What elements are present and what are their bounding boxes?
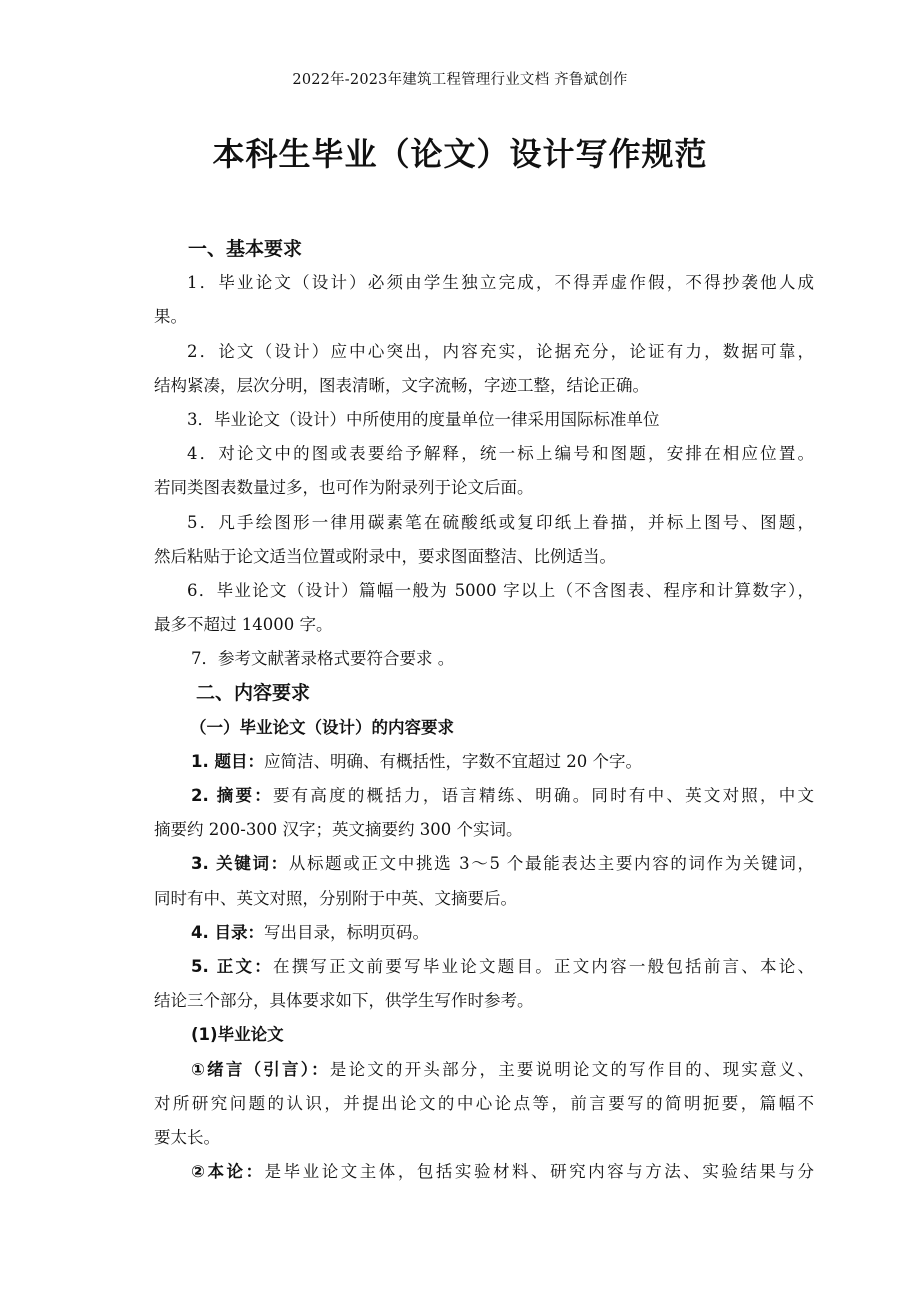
content-item-label: ①绪言（引言）： xyxy=(191,1059,330,1079)
content-item-label: 3. 关键词： xyxy=(191,854,289,874)
thesis-intro-line-1 xyxy=(154,1053,814,1087)
paragraph-1-line-2: 果。 xyxy=(154,307,187,327)
document-title: 本科生毕业（论文）设计写作规范 xyxy=(212,135,708,173)
content-item-label: 1. 题目： xyxy=(191,751,264,771)
paragraph-5-line-1: 5．凡手绘图形一律用碳素笔在硫酸纸或复印纸上眷描，并标上图号、图题， xyxy=(187,512,814,532)
sub-heading-thesis: (1)毕业论文 xyxy=(191,1025,284,1045)
paragraph-5-line-2: 然后粘贴于论文适当位置或附录中，要求图面整洁、比例适当。 xyxy=(154,546,616,566)
document-body xyxy=(154,232,814,1189)
content-item-toc xyxy=(154,916,814,950)
section-heading-basic: 一、基本要求 xyxy=(188,238,303,260)
subsection-heading-thesis-content: （一）毕业论文（设计）的内容要求 xyxy=(190,717,454,737)
paragraph-6-line-2: 最多不超过 14000 字。 xyxy=(154,615,333,635)
paragraph-4-line-1: 4．对论文中的图或表要给予解释，统一标上编号和图题，安排在相应位置。 xyxy=(187,444,814,464)
content-item-text: 是论文的开头部分，主要说明论文的写作目的、现实意义、 xyxy=(329,1059,815,1079)
page-header: 2022年-2023年建筑工程管理行业文档 齐鲁斌创作 xyxy=(292,72,628,88)
content-item-label: 5. 正文： xyxy=(191,956,273,976)
content-item-keywords-line-1 xyxy=(154,847,814,881)
content-item-keywords-line-2: 同时有中、英文对照，分别附于中英、文摘要后。 xyxy=(154,888,517,908)
paragraph-2-line-1: 2．论文（设计）应中心突出，内容充实，论据充分，论证有力，数据可靠， xyxy=(187,341,814,361)
paragraph-3-line-1: 3．毕业论文（设计）中所使用的度量单位一律采用国际标准单位 xyxy=(187,409,660,429)
content-item-label: ②本论： xyxy=(191,1162,265,1182)
thesis-intro-line-3: 要太长。 xyxy=(154,1127,220,1147)
content-item-label: 2. 摘要： xyxy=(191,786,273,805)
paragraph-4-line-2: 若同类图表数量过多，也可作为附录列于论文后面。 xyxy=(154,478,534,498)
content-item-abstract-line-2: 摘要约 200-300 汉字；英文摘要约 300 个实词。 xyxy=(154,820,523,840)
section-heading-content: 二、内容要求 xyxy=(196,682,311,705)
content-item-text: 写出目录，标明页码。 xyxy=(264,922,429,942)
content-item-text: 从标题或正文中挑选 3～5 个最能表达主要内容的词作为关键词， xyxy=(288,854,814,874)
content-item-abstract-line-1 xyxy=(154,779,814,813)
content-item-title xyxy=(154,745,814,779)
content-item-body-line-2: 结论三个部分，具体要求如下，供学生写作时参考。 xyxy=(154,991,534,1011)
thesis-intro-line-2: 对所研究问题的认识，并提出论文的中心论点等，前言要写的简明扼要，篇幅不 xyxy=(154,1093,814,1113)
content-item-text: 要有高度的概括力，语言精练、明确。同时有中、英文对照，中文 xyxy=(272,786,814,805)
content-item-label: 4. 目录： xyxy=(191,922,264,942)
paragraph-6-line-1: 6．毕业论文（设计）篇幅一般为 5000 字以上（不含图表、程序和计算数字）， xyxy=(187,580,814,600)
content-item-text: 应简洁、明确、有概括性，字数不宜超过 20 个字。 xyxy=(264,751,642,771)
content-item-text: 在撰写正文前要写毕业论文题目。正文内容一般包括前言、本论、 xyxy=(272,956,814,976)
paragraph-7-line-1: 7．参考文献著录格式要符合要求 。 xyxy=(191,649,455,669)
thesis-main-line-1 xyxy=(154,1155,814,1189)
content-item-text: 是毕业论文主体，包括实验材料、研究内容与方法、实验结果与分 xyxy=(264,1162,814,1182)
paragraph-1-line-1: 1．毕业论文（设计）必须由学生独立完成，不得弄虚作假，不得抄袭他人成 xyxy=(187,273,814,293)
paragraph-2-line-2: 结构紧凑，层次分明，图表清晰，文字流畅，字迹工整，结论正确。 xyxy=(154,375,649,395)
content-item-body-line-1 xyxy=(154,950,814,984)
